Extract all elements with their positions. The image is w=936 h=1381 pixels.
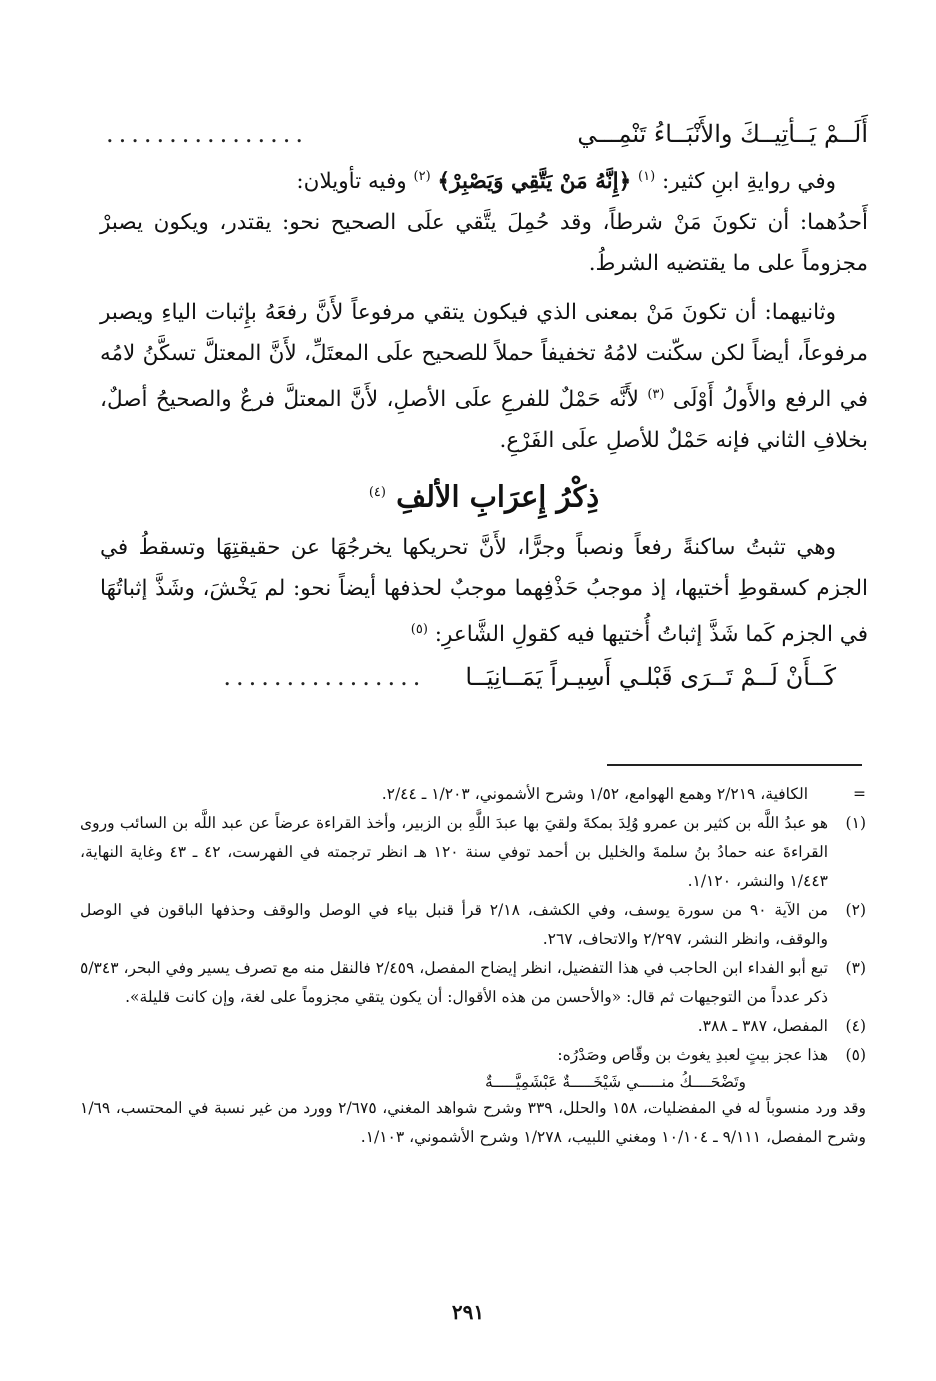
footnote-ref: (٣)	[647, 387, 665, 403]
footnote-ref: (١)	[638, 169, 656, 184]
footnote-separator	[607, 764, 862, 766]
paragraph-first-interpretation: أَحدُهما: أن تكونَ مَنْ شرطاً، وقد حُمِلَ يتَّقي علَى الصحيح نحو: يقتدر، ويكون يصبرْ مجزوماً على ما يقتضيه الشرطُ.	[100, 210, 868, 277]
main-text	[100, 112, 868, 699]
footnote-number: (١)	[845, 814, 866, 832]
section-heading	[100, 465, 868, 525]
quran-quote: ﴿إِنَّهُ مَنْ يَتَّقِي وَيَصْبِرْ﴾	[437, 169, 632, 195]
footnote-text: المفصل، ٣٨٧ ـ ٣٨٨.	[697, 1017, 828, 1035]
continuation-mark: =	[853, 785, 866, 803]
footnote-ref: (٥)	[410, 621, 428, 637]
footnote-text: وقد ورد منسوباً له في المفضليات، ١٥٨ والحلل، ٣٣٩ وشرح شواهد المغني، ٢/٦٧٥ وورد من غير نسبة في المحتسب، ١/٦٩ وشرح المفصل، ٩/١١١ ـ ١٠/١٠٤ ومغني اللبيب، ١/٢٧٨ وشرح الأشموني، ١/١٠٣.	[80, 1099, 867, 1146]
footnote-ref: (٤)	[368, 485, 386, 501]
footnote-text: الكافية، ٢/٢١٩ وهمع الهوامع، ١/٥٢ وشرح الأشموني، ١/٢٠٣ ـ ٢/٤٤.	[381, 785, 808, 803]
footnote-3	[80, 954, 866, 1012]
paragraph-text: وثانيهما: أن تكونَ مَنْ بمعنى الذي فيكون يتقي مرفوعاً لأَنَّ رفعَهُ بإِثبات الياءِ ويصبر مرفوعاً، أيضاً لكن سكّنت لامُهُ تخفيفاً حملاً للصحيح علَى المعتَلِّ، لأَنَّ المعتلَّ تسكَّنُ لامُه في الرفع والأَولُ أَوْلَى	[100, 300, 868, 413]
footnote-ref: (٢)	[413, 169, 431, 184]
footnote-number: (٣)	[845, 959, 866, 977]
paragraph-alif	[100, 527, 868, 655]
footnote-text: هذا عجز بيتٍ لعبدِ يغوث بن وقّاص وصَدْرُه:	[557, 1046, 828, 1064]
page-number: ٢٩١	[451, 1300, 485, 1324]
footnote-5	[80, 1041, 866, 1070]
footnote-number: (٢)	[845, 901, 866, 919]
footnote-continuation	[80, 780, 866, 809]
paragraph-second-interpretation	[100, 292, 868, 461]
verse-line	[100, 655, 868, 699]
verse-line	[100, 112, 868, 156]
footnote-text: تبع أبو الفداء ابن الحاجب في هذا التفضيل، انظر إيضاح المفصل، ٢/٤٥٩ فالنقل منه مع تصرف يسير وفي البحر، ٥/٣٤٣ ذكر عدداً من التوجيهات ثم قال: «والأحسن من هذه الأقوال: أن يكون يتقي مجزوماً على لغة، وإن كانت قليلة».	[80, 959, 828, 1006]
paragraph-text: وفيه تأويلان:	[296, 169, 407, 195]
footnote-text: هو عبدُ اللَّه بن كثير بن عمرو وُلِدَ بمكةَ ولقيَ بها عبدَ اللَّهِ بن الزبير، وأخذ القراءة عرضاً عن عبد اللَّه بن السائب وروى القراءةَ عنه حمادُ بنُ سلمةَ والخليل بن أحمد توفي سنة ١٢٠ هـ انظر ترجمته في الفهرست، ٤٢ ـ ٤٣ وغاية النهاية، ١/٤٤٣ والنشر، ١/١٢٠.	[80, 814, 829, 890]
verse-text: كَــأَنْ لَــمْ تَــرَى قَبْلـي أَسِيـراً يَمَــانِيَــا	[465, 663, 836, 692]
footnote-number: (٤)	[845, 1017, 866, 1035]
verse-dots: ................	[223, 663, 426, 692]
paragraph-ibn-kathir	[100, 156, 868, 202]
footnote-verse: وتَضْحَــــكُ منـــــي شَيْخَـــــةٌ عَبْشَمِيَّـــــةٌ	[485, 1073, 746, 1091]
footnote-text: من الآية ٩٠ من سورة يوسف، وفي الكشف، ٢/١٨ قرأ قنبل بياء في الوصل والوقف وحذفها الباقون في الوصل والوقف، وانظر النشر، ٢/٢٩٧ والاتحاف، ٢٦٧.	[80, 901, 828, 948]
heading-text: ذِكْرُ إِعرَابِ الألفِ	[396, 479, 600, 514]
paragraph-text: وفي روايةِ ابنِ كثير:	[662, 169, 836, 195]
footnote-1	[80, 809, 866, 896]
verse-text: أَلَــمْ يَــأتِيــكَ والأَنْبَــاءُ تَنْمِـــي	[577, 120, 868, 148]
footnote-number: (٥)	[845, 1046, 866, 1064]
verse-dots: ................	[106, 120, 309, 148]
footnote-4	[80, 1012, 866, 1041]
footnotes	[80, 780, 866, 1152]
paragraph-text: لأَنَّه حَمْلٌ للفرعِ علَى الأصلِ، لأَنَّ المعتلَّ فرعٌ والصحيحُ أصلٌ، بخلافِ الثاني فإنه حَمْلٌ للأصلِ علَى الفَرْعِ.	[100, 387, 868, 454]
footnote-2	[80, 896, 866, 954]
paragraph-text: وهي تثبتُ ساكنةً رفعاً ونصباً وجرًّا، لأَنَّ تحريكها يخرجُهَا عن حقيقتِهَا وتسقطُ في الجزم كسقوطِ أختيها، إذ موجبُ حَذْفِهما موجبٌ لحذفها أيضاً نحو: لم يَخْشَ، وشَذَّ إثباتُهَا في الجزم كَما شَذَّ إثباتُ أُختيها فيه كقولِ الشَّاعرِ:	[100, 534, 868, 648]
